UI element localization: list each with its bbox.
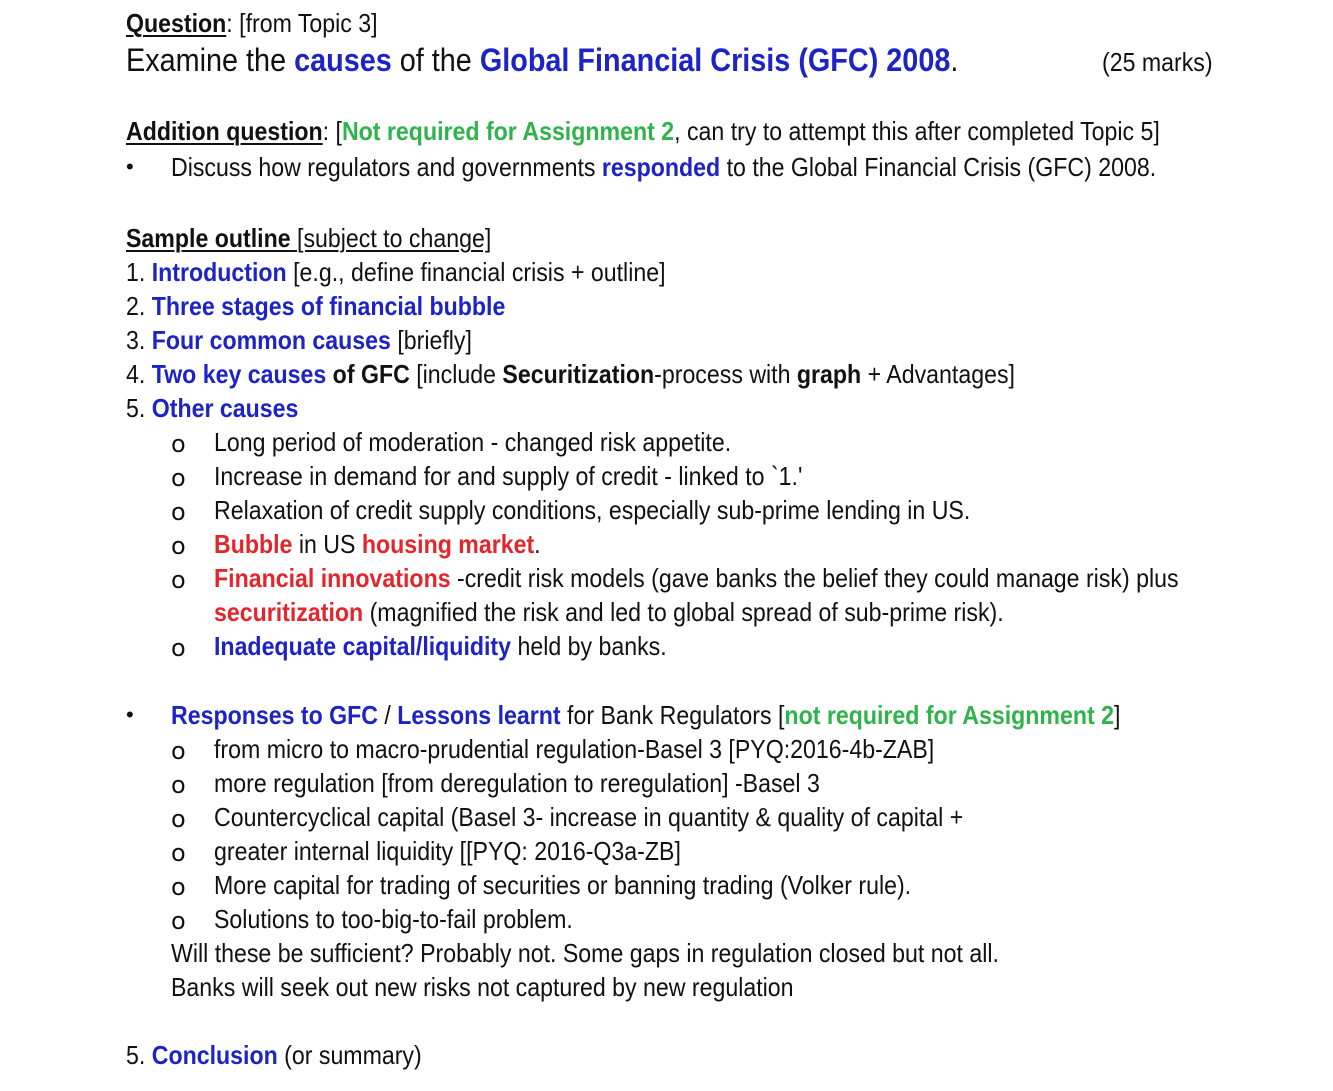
- outline-item-4: [126, 357, 1015, 391]
- circle-bullet-2: o: [171, 464, 186, 492]
- outline-item-4-title: Two key causes: [151, 359, 327, 389]
- response-4: greater internal liquidity [[PYQ: 2016-Q3a-ZB]: [214, 836, 681, 866]
- cause-5: [214, 561, 1179, 595]
- circle-bullet-r1: o: [171, 737, 186, 765]
- responses-title-2: Lessons learnt: [397, 700, 561, 730]
- addition-not-required: Not required for Assignment 2: [341, 116, 675, 146]
- outline-subject: [subject to change]: [290, 223, 492, 253]
- outline-label: Sample outline: [126, 223, 291, 253]
- cause-4-housing: housing market: [361, 529, 535, 559]
- cause-6: [214, 629, 667, 663]
- addition-responded: responded: [601, 152, 721, 182]
- outline-item-5-number: 5.: [126, 393, 152, 423]
- cause-5-text-2: (magnified the risk and led to global spread of sub-prime risk).: [363, 597, 1004, 627]
- conclusion-title: Conclusion: [151, 1040, 278, 1070]
- outline-item-2: [126, 289, 505, 323]
- responses-note-1: Will these be sufficient? Probably not. Some gaps in regulation closed but not all.: [171, 938, 999, 968]
- responses-text-1: for Bank Regulators [: [560, 700, 785, 730]
- outline-item-2-number: 2.: [126, 291, 152, 321]
- outline-item-4-text-a: [include: [409, 359, 503, 389]
- outline-item-4-text-c: + Advantages]: [861, 359, 1015, 389]
- question-label: Question: [126, 8, 227, 38]
- cause-3: Relaxation of credit supply conditions, especially sub-prime lending in US.: [214, 495, 971, 525]
- outline-item-4-text-b: -process with: [654, 359, 797, 389]
- outline-item-1-detail: [e.g., define financial crisis + outline]: [286, 257, 666, 287]
- cause-6-text: held by banks.: [511, 631, 667, 661]
- question-title: [126, 40, 958, 80]
- addition-text-1: : [: [322, 116, 342, 146]
- outline-item-5: [126, 391, 298, 425]
- addition-label: Addition question: [126, 116, 323, 146]
- circle-bullet-5: o: [171, 566, 186, 594]
- cause-5-financial-innovations: Financial innovations: [214, 563, 451, 593]
- response-3: Countercyclical capital (Basel 3- increase in quantity & quality of capital +: [214, 802, 964, 832]
- circle-bullet-r5: o: [171, 873, 186, 901]
- outline-item-4-of-gfc: of GFC: [326, 359, 410, 389]
- outline-item-4-number: 4.: [126, 359, 152, 389]
- circle-bullet-r4: o: [171, 839, 186, 867]
- question-marks: (25 marks): [1102, 47, 1213, 77]
- addition-bullet-text: [171, 150, 1156, 184]
- addition-bullet-text-1: Discuss how regulators and governments: [171, 152, 602, 182]
- outline-item-3: [126, 323, 472, 357]
- outline-item-4-securitization: Securitization: [502, 359, 655, 389]
- responses-separator: /: [378, 700, 398, 730]
- cause-4-end: .: [534, 529, 541, 559]
- circle-bullet-6: o: [171, 634, 186, 662]
- addition-bullet-text-2: to the Global Financial Crisis (GFC) 2008.: [720, 152, 1157, 182]
- response-2: more regulation [from deregulation to reregulation] -Basel 3: [214, 768, 820, 798]
- question-causes: causes: [294, 42, 392, 78]
- cause-4: [214, 527, 541, 561]
- outline-item-1-number: 1.: [126, 257, 152, 287]
- cause-1: Long period of moderation - changed risk appetite.: [214, 427, 732, 457]
- conclusion-number: 5.: [126, 1040, 152, 1070]
- outline-item-2-title: Three stages of financial bubble: [151, 291, 506, 321]
- question-text-3: .: [950, 42, 959, 78]
- outline-item-4-graph: graph: [796, 359, 862, 389]
- circle-bullet-r2: o: [171, 771, 186, 799]
- response-6: Solutions to too-big-to-fail problem.: [214, 904, 573, 934]
- cause-4-bubble: Bubble: [214, 529, 293, 559]
- cause-5-continued: [214, 595, 1004, 629]
- responses-not-required: not required for Assignment 2: [784, 700, 1114, 730]
- addition-question: [126, 114, 1160, 148]
- responses-heading: [171, 698, 1120, 732]
- conclusion: [126, 1038, 422, 1072]
- cause-5-securitization: securitization: [214, 597, 364, 627]
- responses-note-2: Banks will seek out new risks not captured by new regulation: [171, 972, 794, 1002]
- cause-4-text: in US: [292, 529, 362, 559]
- responses-title-1: Responses to GFC: [171, 700, 379, 730]
- outline-item-1: [126, 255, 666, 289]
- circle-bullet-4: o: [171, 532, 186, 560]
- outline-item-5-title: Other causes: [151, 393, 299, 423]
- question-text-1: Examine the: [126, 42, 295, 78]
- outline-item-3-detail: [briefly]: [390, 325, 472, 355]
- response-5: More capital for trading of securities or banning trading (Volker rule).: [214, 870, 912, 900]
- response-1: from micro to macro-prudential regulation-Basel 3 [PYQ:2016-4b-ZAB]: [214, 734, 935, 764]
- responses-bullet: •: [126, 702, 134, 727]
- addition-bullet: •: [126, 154, 134, 179]
- outline-item-3-title: Four common causes: [151, 325, 391, 355]
- conclusion-detail: (or summary): [277, 1040, 422, 1070]
- circle-bullet-1: o: [171, 430, 186, 458]
- circle-bullet-r6: o: [171, 907, 186, 935]
- circle-bullet-3: o: [171, 498, 186, 526]
- cause-2: Increase in demand for and supply of credit - linked to `1.': [214, 461, 803, 491]
- question-label-line: [126, 6, 378, 40]
- question-gfc: Global Financial Crisis (GFC) 2008: [479, 42, 951, 78]
- addition-text-2: , can try to attempt this after completed Topic 5]: [674, 116, 1160, 146]
- question-text-2: of the: [391, 42, 480, 78]
- responses-text-2: ]: [1113, 700, 1121, 730]
- cause-5-text: -credit risk models (gave banks the belief they could manage risk) plus: [450, 563, 1179, 593]
- question-topic-ref: : [from Topic 3]: [226, 8, 378, 38]
- outline-item-1-title: Introduction: [151, 257, 287, 287]
- circle-bullet-r3: o: [171, 805, 186, 833]
- outline-heading: [126, 221, 491, 255]
- outline-item-3-number: 3.: [126, 325, 152, 355]
- cause-6-inadequate: Inadequate capital/liquidity: [214, 631, 512, 661]
